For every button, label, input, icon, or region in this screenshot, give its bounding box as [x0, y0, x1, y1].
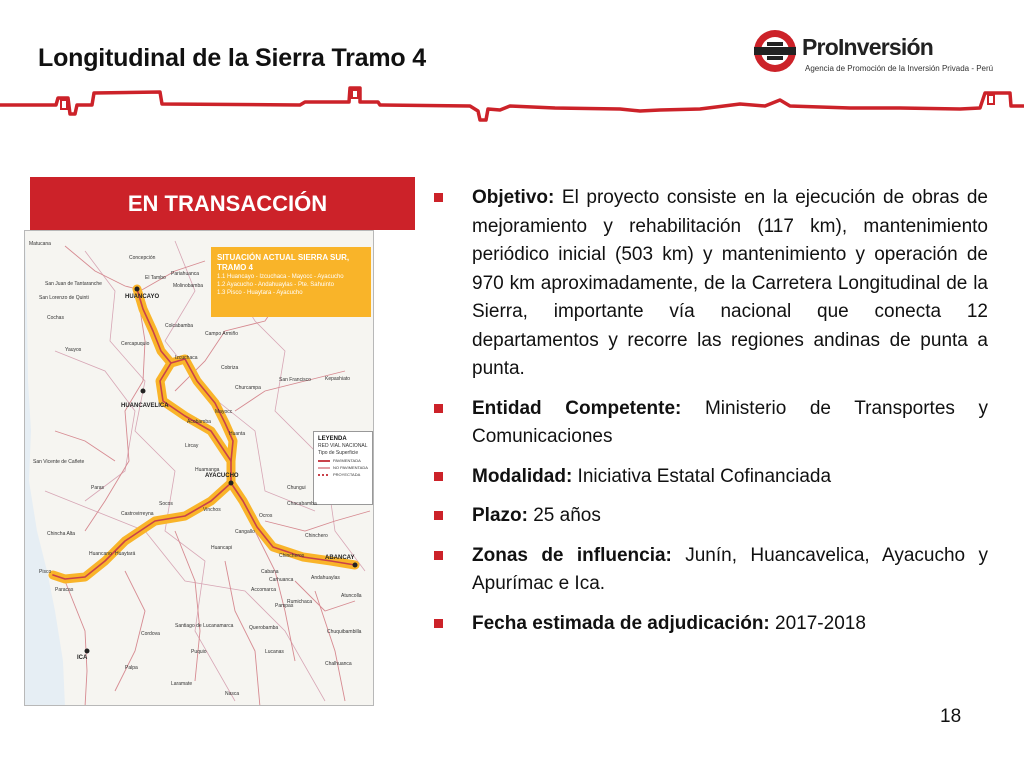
map-place-label: Mayocc: [215, 409, 233, 415]
bullet-square-icon: [434, 619, 443, 628]
map-place-label: Huamanga: [195, 467, 220, 473]
bullet-item-entidad: [434, 395, 988, 452]
bullet-label: Zonas de influencia:: [472, 544, 672, 566]
map-place-label: Yauyos: [65, 347, 82, 353]
map-place-label: Huancano: [89, 551, 112, 557]
map-place-label: Cercapuquio: [121, 341, 150, 347]
map-route-legend-line: 1.3 Pisco - Huaytara - Ayacucho: [217, 290, 303, 296]
map-place-label: San Lorenzo de Quinti: [39, 295, 89, 301]
bullet-text: 25 años: [527, 505, 601, 526]
map-place-label: Matucana: [29, 241, 51, 247]
map-place-label: Nasca: [225, 691, 240, 697]
map-legend-subtitle: RED VIAL NACIONAL: [318, 443, 368, 449]
logo-tagline: Agencia de Promoción de la Inversión Privada - Perú: [805, 64, 994, 73]
map-legend-title: LEYENDA: [318, 436, 347, 442]
map-legend: [313, 431, 373, 505]
map-place-label: Chalhuanca: [325, 661, 352, 667]
map-legend-item-label: PROYECTADA: [333, 472, 361, 477]
map-legend-item: [318, 471, 368, 478]
route-map: [24, 230, 374, 706]
map-place-label: Puquio: [191, 649, 207, 655]
map-place-label: Churcampa: [235, 385, 261, 391]
map-city-label: HUANCAVELICA: [121, 403, 169, 409]
bullet-text: Iniciativa Estatal Cofinanciada: [572, 465, 832, 487]
map-place-label: Querobamba: [249, 625, 279, 631]
map-place-label: Chincheros: [279, 553, 305, 559]
map-place-label: Huanta: [229, 431, 246, 437]
map-route-legend-line: 1.2 Ayacucho - Andahuaylas - Pte. Sahuinto: [217, 282, 334, 288]
map-legend-item: [318, 464, 368, 471]
bullet-label: Plazo:: [472, 505, 528, 526]
map-place-label: Acobamba: [187, 419, 211, 425]
bullet-text: Junín, Huancavelica, Ayacucho y Apurímac e Ica.: [472, 544, 988, 594]
map-place-label: Pisco: [39, 569, 52, 575]
map-route-legend-line: 1.1 Huancayo - Izcuchaca - Mayocc - Ayacucho: [217, 274, 344, 280]
map-place-label: Izcuchaca: [175, 355, 198, 361]
map-place-label: Carhuanca: [269, 577, 294, 583]
map-place-label: Palpa: [125, 665, 138, 671]
bullet-label: Modalidad:: [472, 465, 573, 487]
bullet-text: Ministerio de Transportes y Comunicaciones: [472, 397, 988, 447]
bullet-item-plazo: [434, 502, 988, 531]
map-place-label: Molinobamba: [173, 283, 204, 289]
map-place-label: Colcabamba: [165, 323, 194, 329]
bullet-square-icon: [434, 472, 443, 481]
logo-name: ProInversión: [802, 34, 933, 60]
map-route-legend: [211, 247, 371, 317]
map-place-label: Santiago de Lucanamarca: [175, 623, 234, 629]
map-route-legend-title: SITUACIÓN ACTUAL SIERRA SUR, TRAMO 4: [217, 253, 350, 272]
map-place-label: Paracas: [55, 587, 74, 593]
map-legend-surface-label: Tipo de Superficie: [318, 450, 359, 456]
bullet-text: 2017-2018: [769, 612, 866, 634]
status-badge: EN TRANSACCIÓN: [30, 177, 415, 230]
map-place-label: Campo Armiño: [205, 331, 239, 337]
map-place-label: Concepción: [129, 255, 156, 261]
map-place-label: Andahuaylas: [311, 575, 340, 581]
proinversion-logo-icon: [752, 28, 798, 74]
map-place-label: San Francisco: [279, 377, 311, 383]
project-details-list: [434, 184, 988, 649]
map-place-label: Accomarca: [251, 587, 277, 593]
map-place-label: Chacabamba: [287, 501, 317, 507]
map-place-label: Chuquibambilla: [327, 629, 362, 635]
bullet-square-icon: [434, 551, 443, 560]
map-legend-item-label: PAVIMENTADA: [333, 458, 361, 463]
map-place-label: Chungui: [287, 485, 306, 491]
map-place-label: Cordova: [141, 631, 160, 637]
bullet-item-fecha: [434, 610, 988, 639]
map-place-label: Huaytará: [115, 551, 136, 557]
bullet-label: Objetivo:: [472, 187, 555, 208]
map-place-label: Paras: [91, 485, 105, 491]
map-place-label: Ocros: [259, 513, 273, 519]
bullet-label: Entidad Competente:: [472, 397, 682, 419]
map-place-label: Huancapi: [211, 545, 233, 551]
map-city-label: HUANCAYO: [125, 294, 160, 300]
map-place-label: Cabana: [261, 569, 279, 575]
map-city-label: ICA: [77, 655, 88, 661]
map-place-label: San Juan de Tantaranche: [45, 281, 102, 287]
bullet-text: El proyecto consiste en la ejecución de obras de mejoramiento y rehabilitación (117 km), mantenimiento periódico inicial (503 km) y mantenimiento y operación de 970 km aproximadamente, de la Carretera Longitudinal de la Sierra, importante vía nacional que conecta 12 departamentos y recorre las regiones andinas de punta a punta.: [472, 187, 988, 379]
map-place-label: Rumichaca: [287, 599, 313, 605]
proinversion-logo: [752, 28, 994, 84]
map-place-label: Laramate: [171, 681, 193, 687]
map-place-label: Cochas: [47, 315, 64, 321]
map-place-label: Chinchero: [305, 533, 328, 539]
map-place-label: Vinchos: [203, 507, 221, 513]
map-legend-item-label: NO PAVIMENTADA: [333, 465, 368, 470]
bullet-item-zonas: [434, 542, 988, 599]
map-place-label: Pampas: [275, 603, 294, 609]
page-title: Longitudinal de la Sierra Tramo 4: [38, 44, 426, 72]
bullet-label: Fecha estimada de adjudicación:: [472, 612, 770, 634]
bullet-square-icon: [434, 511, 443, 520]
map-place-label: Lircay: [185, 443, 199, 449]
map-city-label: ABANCAY: [325, 555, 355, 561]
map-place-label: Lucanas: [265, 649, 284, 655]
map-place-label: Cobriza: [221, 365, 239, 371]
map-place-label: Atuncolla: [341, 593, 362, 599]
map-place-label: Pariahuanca: [171, 271, 200, 277]
map-legend-item: [318, 457, 368, 464]
map-place-label: Chincha Alta: [47, 531, 76, 537]
map-place-label: El Tambo: [145, 275, 166, 281]
map-city-label: AYACUCHO: [205, 473, 239, 479]
page-number: 18: [940, 706, 962, 727]
map-place-label: Cangallo: [235, 529, 255, 535]
bullet-item-objetivo: [434, 184, 988, 384]
map-place-label: Kepashiato: [325, 376, 351, 382]
bullet-item-modalidad: [434, 463, 988, 492]
bullet-square-icon: [434, 404, 443, 413]
map-place-label: Socos: [159, 501, 173, 507]
map-place-label: San Vicente de Cañete: [33, 459, 85, 465]
decorative-red-line: [0, 78, 1024, 128]
map-place-label: Castrovirreyna: [121, 511, 154, 517]
bullet-square-icon: [434, 193, 443, 202]
